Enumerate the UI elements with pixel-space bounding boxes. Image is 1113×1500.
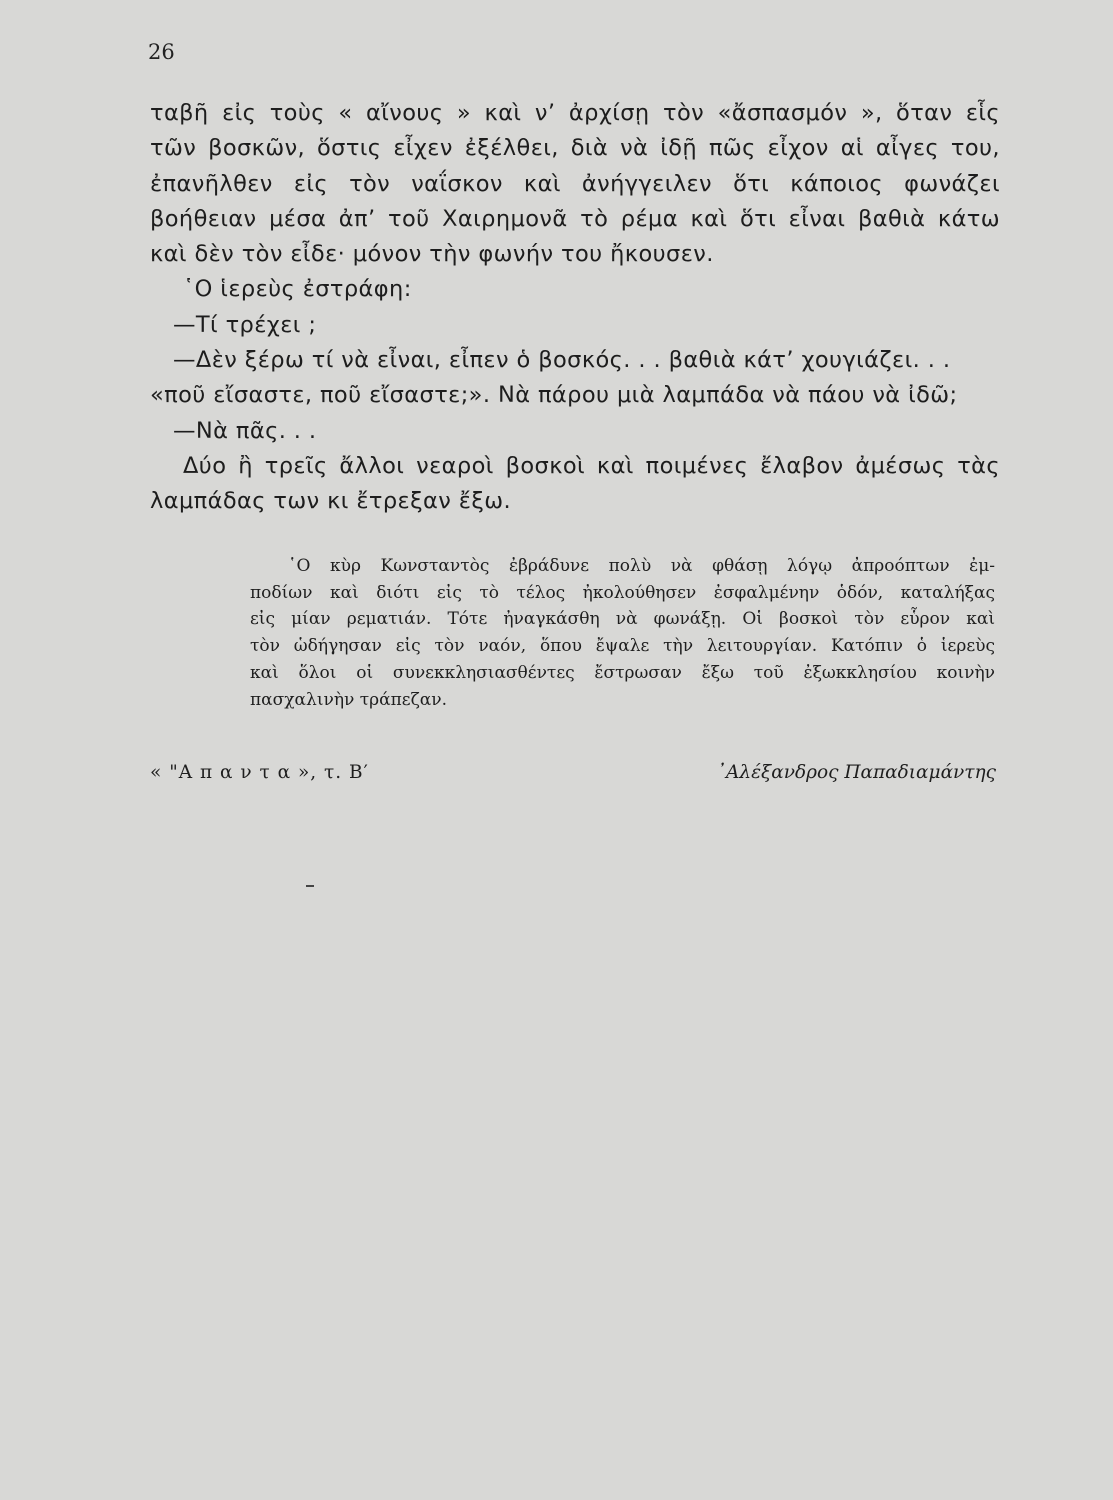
note-line: ῾Ο κὺρ Κωνσταντὸς ἐβράδυνε πολὺ νὰ φθάσῃ λόγῳ ἀπροόπτων ἐμ- <box>288 556 995 576</box>
text-line: —Δὲν ξέρω τί νὰ εἶναι, εἶπεν ὁ βοσκός. . . βαθιὰ κάτ’ χουγιάζει. . . <box>173 347 951 374</box>
main-text <box>150 96 1000 520</box>
dialogue-go <box>150 414 1000 449</box>
text-line: «ποῦ εἴσαστε, ποῦ εἴσαστε;». Νὰ πάρου μιὰ λαμπάδα νὰ πάου νὰ ἰδῶ; <box>150 382 958 409</box>
source-reference: « "Α π α ν τ α », τ. Β′ <box>150 762 369 783</box>
text-line: ταβῆ εἰς τοὺς « αἴνους » καὶ ν’ ἀρχίσῃ τὸν «ἄσπασμόν », ὅταν εἷς <box>150 100 1000 126</box>
page-number: 26 <box>148 40 175 64</box>
dialogue-answer <box>150 343 1000 414</box>
footnote-block <box>250 553 995 713</box>
text-line: βοήθειαν μέσα ἀπ’ τοῦ Χαιρημονᾶ τὸ ρέμα καὶ ὅτι εἶναι βαθιὰ κάτω <box>150 205 1000 232</box>
note-line: τὸν ὡδήγησαν εἰς τὸν ναόν, ὅπου ἔψαλε τὴν λειτουργίαν. Κατόπιν ὁ ἱερεὺς <box>250 636 995 657</box>
dialogue-question <box>150 308 1000 343</box>
ink-mark <box>306 885 314 887</box>
paragraph-priest <box>150 272 1000 307</box>
text-line: —Τί τρέχει ; <box>173 311 317 338</box>
text-line: τῶν βοσκῶν, ὅστις εἶχεν ἐξέλθει, διὰ νὰ ἰδῇ πῶς εἶχον αἱ αἶγες του, <box>150 135 1000 162</box>
text-line: καὶ δὲν τὸν εἶδε· μόνον τὴν φωνήν του ἤκουσεν. <box>150 241 714 268</box>
note-line: καὶ ὅλοι οἱ συνεκκλησιασθέντες ἔστρωσαν ἔξω τοῦ ἐξωκκλησίου κοινὴν <box>250 662 995 683</box>
text-line: ἐπανῆλθεν εἰς τὸν ναΐσκον καὶ ἀνήγγειλεν ὅτι κάποιος φωνάζει <box>150 170 1000 197</box>
paragraph-closing <box>150 449 1000 520</box>
paragraph-opening <box>150 96 1000 272</box>
note-line: ποδίων καὶ διότι εἰς τὸ τέλος ἠκολούθησεν ἐσφαλμένην ὁδόν, καταλήξας <box>250 582 995 603</box>
note-line: εἰς μίαν ρεματιάν. Τότε ἠναγκάσθη νὰ φωνάξῃ. Οἱ βοσκοὶ τὸν εὗρον καὶ <box>250 609 995 630</box>
note-line: πασχαλινὴν τράπεζαν. <box>250 689 448 710</box>
text-line: λαμπάδας των κι ἔτρεξαν ἔξω. <box>150 488 512 515</box>
author-name: ᾿Αλέξανδρος Παπαδιαμάντης <box>716 762 996 783</box>
text-line: ῾Ο ἱερεὺς ἐστράφη: <box>183 276 412 303</box>
text-line: Δύο ἢ τρεῖς ἄλλοι νεαροὶ βοσκοὶ καὶ ποιμένες ἔλαβον ἀμέσως τὰς <box>183 452 1000 479</box>
text-line: —Νὰ πᾶς. . . <box>173 417 317 444</box>
